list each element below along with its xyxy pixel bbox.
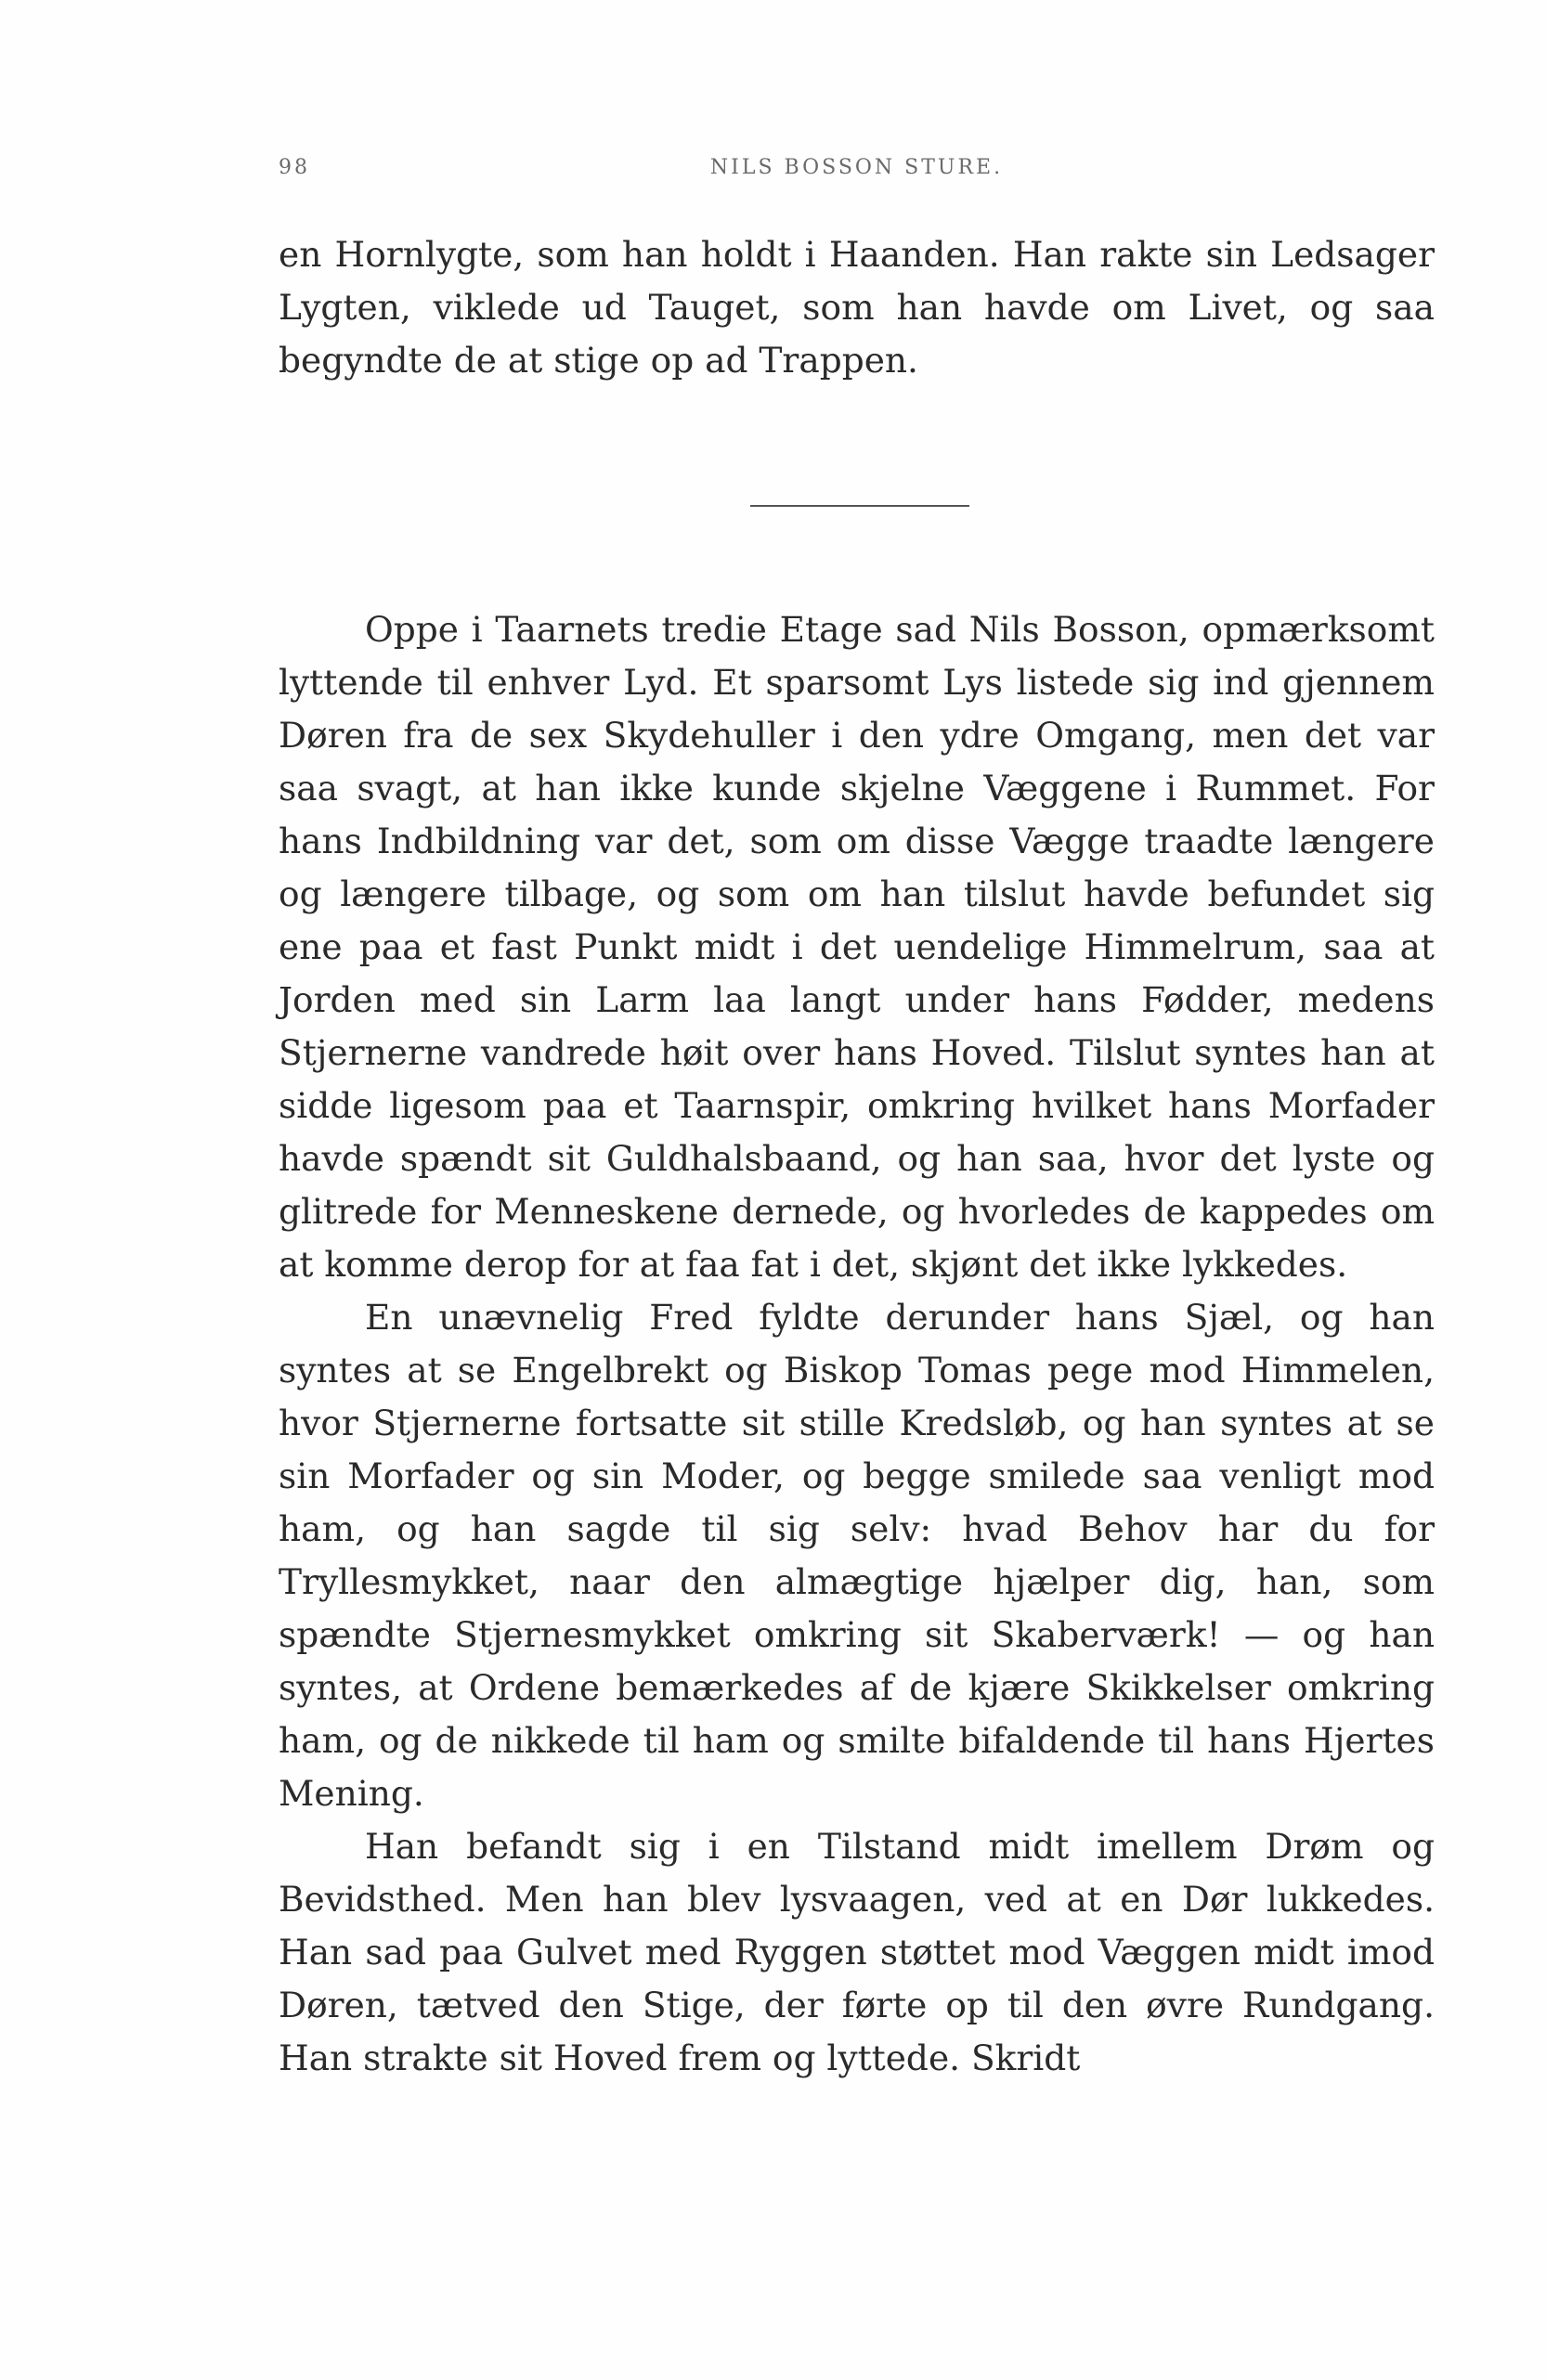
- paragraph: Oppe i Taarnets tredie Etage sad Nils Bosson, opmærksomt lyttende til enhver Lyd. Et sparsomt Lys listede sig ind gjennem Døren fra de sex Skydehuller i den ydre Omgang, men det var saa svagt, at han ikke kunde skjelne Væggene i Rummet. For hans Indbildning var det, som om disse Vægge traadte længere og længere tilbage, og som om han tilslut havde befundet sig ene paa et fast Punkt midt i det uendelige Himmelrum, saa at Jorden med sin Larm laa langt under hans Fødder, medens Stjernerne vandrede høit over hans Hoved. Tilslut syntes han at sidde ligesom paa et Taarnspir, omkring hvilket hans Morfader havde spændt sit Guldhalsbaand, og han saa, hvor det lyste og glitrede for Menneskene dernede, og hvorledes de kappedes om at komme derop for at faa fat i det, skjønt det ikke lykkedes.: [279, 609, 1435, 1285]
- text-block-after-break: [279, 603, 1435, 2085]
- paragraph: En unævnelig Fred fyldte derunder hans Sjæl, og han syntes at se Engelbrekt og Biskop Tomas pege mod Himmelen, hvor Stjernerne fortsatte sit stille Kredsløb, og han syntes at se sin Morfader og sin Moder, og begge smilede saa venligt mod ham, og han sagde til sig selv: hvad Behov har du for Tryllesmykket, naar den almægtige hjælper dig, han, som spændte Stjernesmykket omkring sit Skaberværk! — og han syntes, at Ordene bemærkedes af de kjære Skikkelser omkring ham, og de nikkede til ham og smilte bifaldende til hans Hjertes Mening.: [279, 1297, 1435, 1814]
- running-head: NILS BOSSON STURE.: [709, 156, 1004, 179]
- section-separator-rule: [750, 505, 969, 507]
- paragraph: en Hornlygte, som han holdt i Haanden. Han rakte sin Ledsager Lygten, viklede ud Tauget, som han havde om Livet, og saa begyndte de at stige op ad Trappen.: [279, 234, 1435, 381]
- page-header: [279, 156, 1435, 193]
- paragraph: Han befandt sig i en Tilstand midt imellem Drøm og Bevidsthed. Men han blev lysvaagen, ved at en Dør lukkedes. Han sad paa Gulvet med Ryggen støttet mod Væggen midt imod Døren, tætved den Stige, der førte op til den øvre Rundgang. Han strakte sit Hoved frem og lyttede. Skridt: [279, 1826, 1435, 2078]
- page-number: 98: [279, 156, 310, 179]
- text-block-before-break: [279, 228, 1435, 387]
